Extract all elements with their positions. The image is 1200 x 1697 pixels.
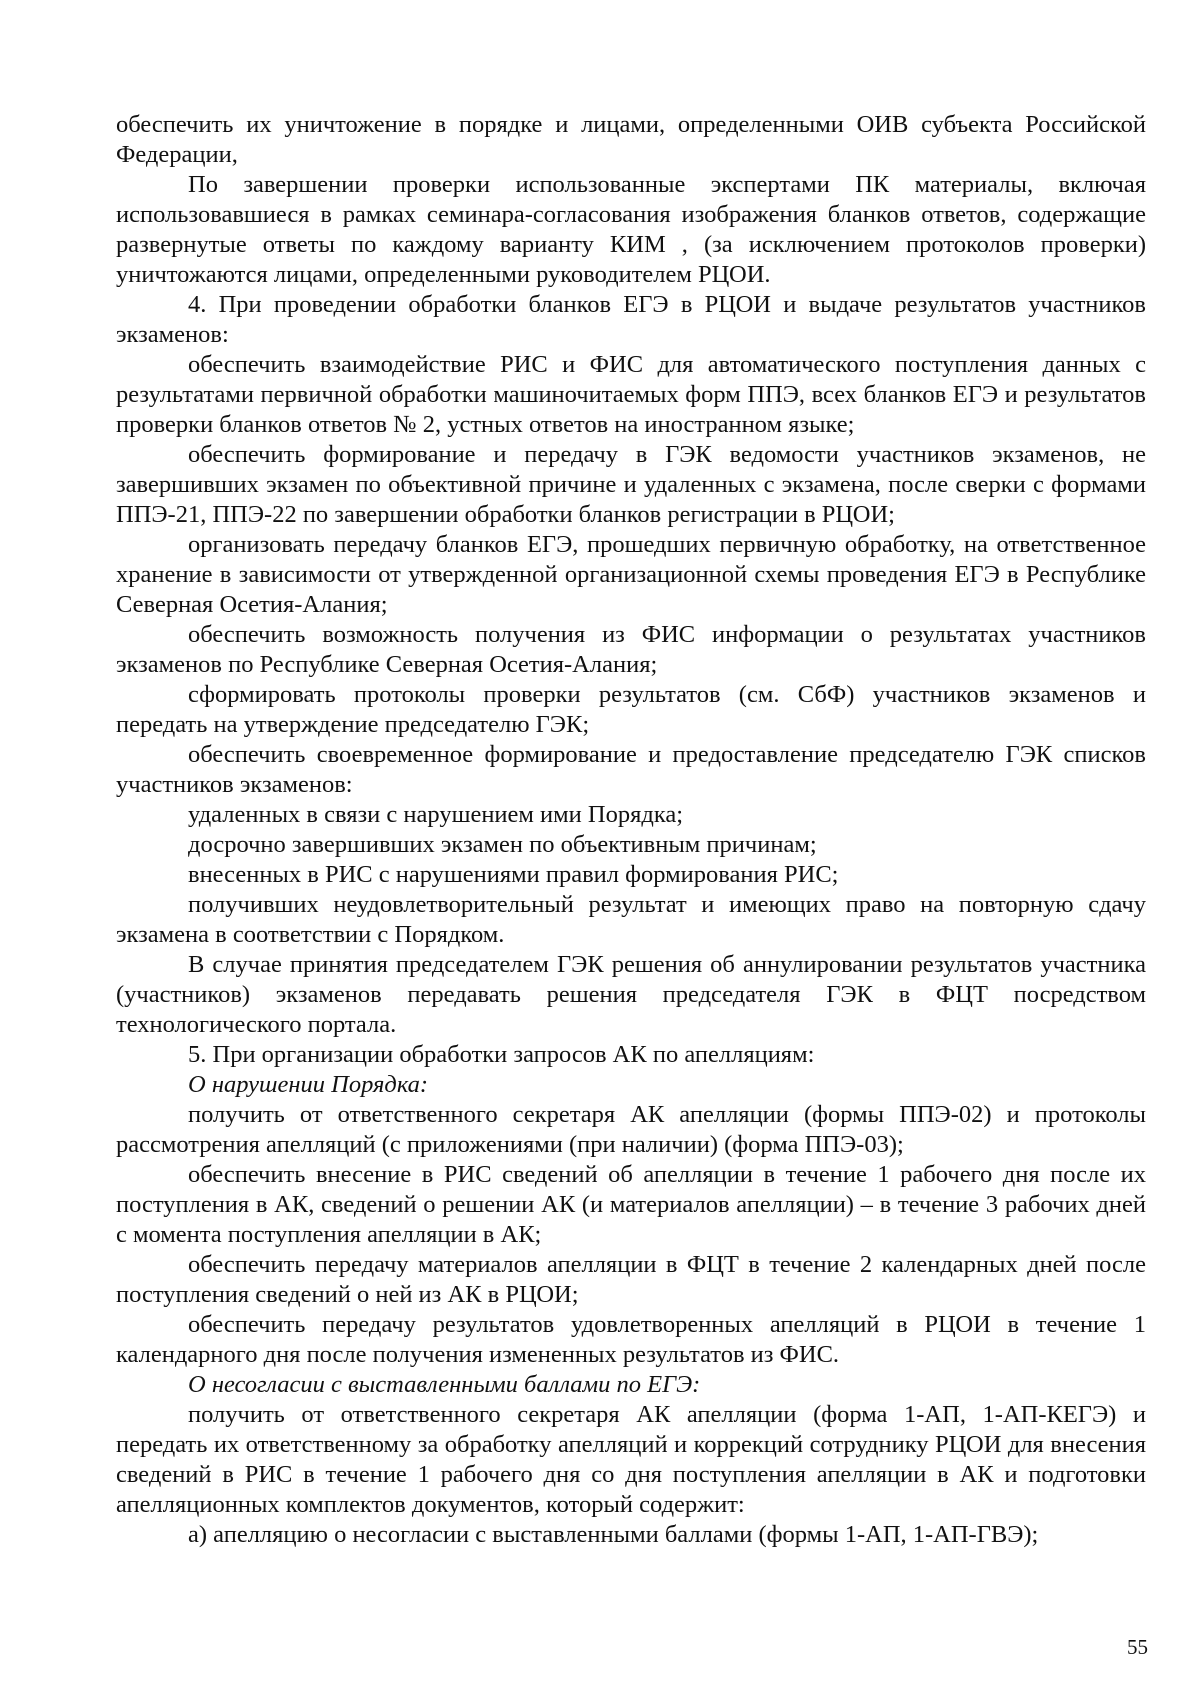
document-body (116, 110, 1146, 1550)
list-item: внесенных в РИС с нарушениями правил формирования РИС; (188, 861, 839, 888)
list-item: получивших неудовлетворительный результат и имеющих право на повторную сдачу экзамена в соответствии с Порядком. (116, 891, 1146, 948)
paragraph: В случае принятия председателем ГЭК решения об аннулировании результатов участника (участников) экзаменов передавать решения председателя ГЭК в ФЦТ посредством технологического портала. (116, 951, 1146, 1038)
paragraph: обеспечить передачу материалов апелляции в ФЦТ в течение 2 календарных дней после поступления сведений о ней из АК в РЦОИ; (116, 1251, 1146, 1308)
paragraph: получить от ответственного секретаря АК апелляции (формы ППЭ-02) и протоколы рассмотрения апелляций (с приложениями (при наличии) (форма ППЭ-03); (116, 1101, 1146, 1158)
paragraph: обеспечить возможность получения из ФИС информации о результатах участников экзаменов по Республике Северная Осетия-Алания; (116, 621, 1146, 678)
list-item: досрочно завершивших экзамен по объективным причинам; (188, 831, 817, 858)
paragraph: обеспечить формирование и передачу в ГЭК ведомости участников экзаменов, не завершивших экзамен по объективной причине и удаленных с экзамена, после сверки с формами ППЭ-21, ППЭ-22 по завершении обработки бланков регистрации в РЦОИ; (116, 441, 1146, 528)
paragraph: 4. При проведении обработки бланков ЕГЭ в РЦОИ и выдаче результатов участников экзаменов: (116, 291, 1146, 348)
page-number: 55 (1127, 1635, 1148, 1659)
subsection-heading: О нарушении Порядка: (188, 1071, 429, 1098)
paragraph: сформировать протоколы проверки результатов (см. СбФ) участников экзаменов и передать на утверждение председателю ГЭК; (116, 681, 1146, 738)
paragraph: обеспечить внесение в РИС сведений об апелляции в течение 1 рабочего дня после их поступления в АК, сведений о решении АК (и материалов апелляции) – в течение 3 рабочих дней с момента поступления апелляции в АК; (116, 1161, 1146, 1248)
paragraph: обеспечить передачу результатов удовлетворенных апелляций в РЦОИ в течение 1 календарного дня после получения измененных результатов из ФИС. (116, 1311, 1146, 1368)
paragraph: получить от ответственного секретаря АК апелляции (форма 1-АП, 1-АП-КЕГЭ) и передать их ответственному за обработку апелляций и коррекций сотруднику РЦОИ для внесения сведений в РИС в течение 1 рабочего дня со дня поступления апелляции в АК и подготовки апелляционных комплектов документов, который содержит: (116, 1401, 1146, 1518)
paragraph: организовать передачу бланков ЕГЭ, прошедших первичную обработку, на ответственное хранение в зависимости от утвержденной организационной схемы проведения ЕГЭ в Республике Северная Осетия-Алания; (116, 531, 1146, 618)
paragraph: обеспечить их уничтожение в порядке и лицами, определенными ОИВ субъекта Российской Федерации, (116, 111, 1146, 168)
paragraph: обеспечить своевременное формирование и предоставление председателю ГЭК списков участников экзаменов: (116, 741, 1146, 798)
paragraph: обеспечить взаимодействие РИС и ФИС для автоматического поступления данных с результатами первичной обработки машиночитаемых форм ППЭ, всех бланков ЕГЭ и результатов проверки бланков ответов № 2, устных ответов на иностранном языке; (116, 351, 1146, 438)
list-item: а) апелляцию о несогласии с выставленными баллами (формы 1-АП, 1-АП-ГВЭ); (188, 1521, 1039, 1548)
paragraph: По завершении проверки использованные экспертами ПК материалы, включая использовавшиеся в рамках семинара-согласования изображения бланков ответов, содержащие развернутые ответы по каждому варианту КИМ , (за исключением протоколов проверки) уничтожаются лицами, определенными руководителем РЦОИ. (116, 171, 1146, 288)
list-item: удаленных в связи с нарушением ими Порядка; (188, 801, 684, 828)
section-heading: 5. При организации обработки запросов АК по апелляциям: (188, 1041, 815, 1068)
subsection-heading: О несогласии с выставленными баллами по ЕГЭ: (188, 1371, 701, 1398)
